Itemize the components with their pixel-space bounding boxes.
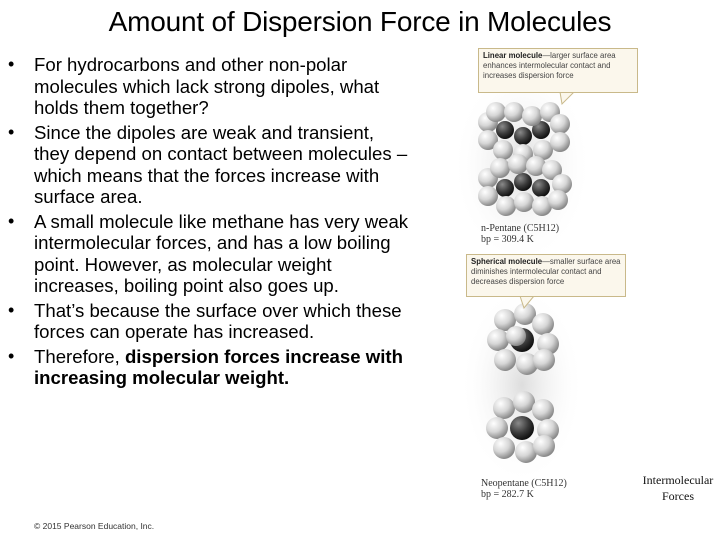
pentane-bp: bp = 309.4 K [481, 234, 534, 245]
spherical-callout-title: Spherical molecule [471, 257, 543, 266]
neopentane-caption [481, 478, 567, 500]
bullet-bold-text: dispersion forces increase with increasing molecular weight. [34, 345, 403, 388]
section-badge [638, 472, 718, 504]
neopentane-model-bottom [486, 391, 559, 463]
spherical-callout [466, 254, 626, 297]
bullet-item: • For hydrocarbons and other non-polar molecules which lack strong dipoles, what holds them together? [6, 54, 410, 119]
pentane-label: n-Pentane (C5H12) [481, 223, 560, 234]
badge-line1: Intermolecular [642, 473, 714, 487]
copyright-notice: © 2015 Pearson Education, Inc. [34, 521, 155, 531]
bullet-item: • A small molecule like methane has very weak intermolecular forces, and has a low boiling point. However, as molecular weight increases, boiling point also goes up. [6, 211, 410, 297]
slide-title: Amount of Dispersion Force in Molecules [108, 6, 612, 37]
neopentane-label: Neopentane (C5H12) [481, 478, 567, 489]
bullet-prefix: Therefore, [34, 345, 125, 367]
spherical-callout-text: —smaller surface area diminishes intermolecular contact and decreases dispersion force [471, 257, 621, 286]
linear-callout-title: Linear molecule [483, 51, 543, 60]
linear-callout-text: —larger surface area enhances intermolecular contact and increases dispersion force [483, 51, 616, 80]
bullet-item: • That’s because the surface over which these forces can operate has increased. [6, 300, 410, 343]
bullet-item: • Since the dipoles are weak and transient, they depend on contact between molecules – which means that the forces increase with surface area. [6, 122, 410, 208]
linear-callout [478, 48, 638, 93]
badge-line2: Forces [662, 489, 694, 503]
pentane-caption [481, 223, 559, 245]
neopentane-bp: bp = 282.7 K [481, 489, 534, 500]
